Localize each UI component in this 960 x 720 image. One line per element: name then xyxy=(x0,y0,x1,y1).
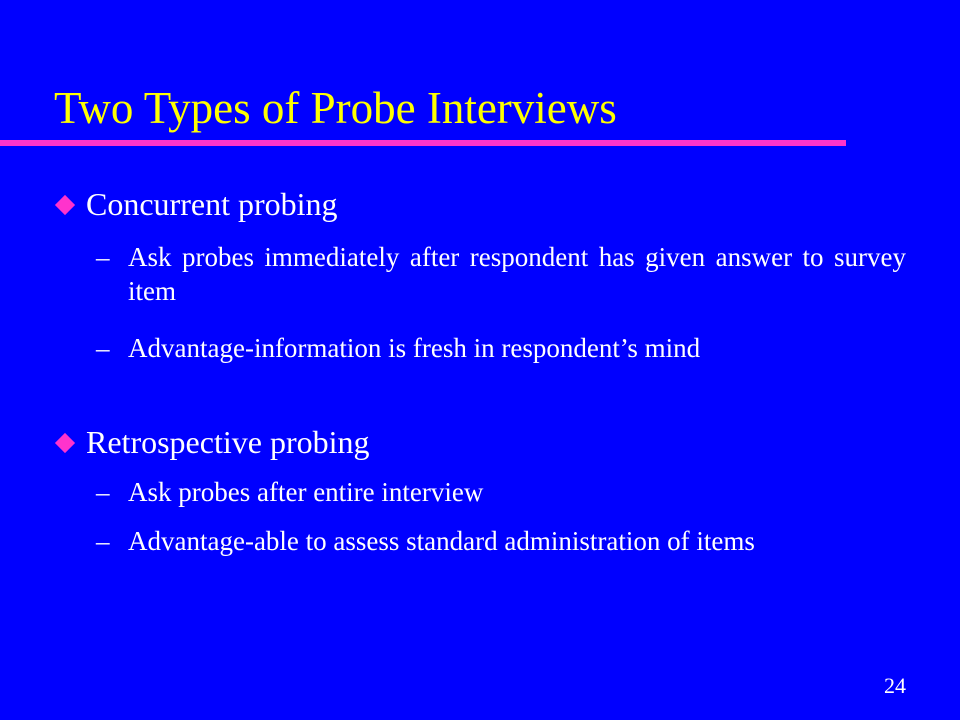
bullet-label: Concurrent probing xyxy=(86,186,338,222)
sub-item xyxy=(96,524,906,558)
bullet-concurrent-probing xyxy=(54,182,338,226)
title-underline xyxy=(0,140,846,146)
dash-marker: – xyxy=(96,333,110,363)
sub-item-text: Advantage-information is fresh in respondent’s mind xyxy=(128,333,701,363)
diamond-bullet-icon xyxy=(54,432,76,454)
sub-item-text: Ask probes after entire interview xyxy=(128,477,484,507)
sub-item xyxy=(96,331,906,365)
page-number: 24 xyxy=(884,673,906,698)
sub-item-text: Ask probes immediately after respondent has given answer to survey item xyxy=(128,242,906,306)
slide-title: Two Types of Probe Interviews xyxy=(54,83,617,133)
dash-marker: – xyxy=(96,477,110,507)
sub-item xyxy=(96,240,906,308)
diamond-bullet-icon xyxy=(54,194,76,216)
bullet-retrospective-probing xyxy=(54,420,369,464)
dash-marker: – xyxy=(96,242,110,272)
sub-item xyxy=(96,475,906,509)
sub-item-text: Advantage-able to assess standard administration of items xyxy=(128,526,755,556)
bullet-label: Retrospective probing xyxy=(86,424,370,460)
dash-marker: – xyxy=(96,526,110,556)
